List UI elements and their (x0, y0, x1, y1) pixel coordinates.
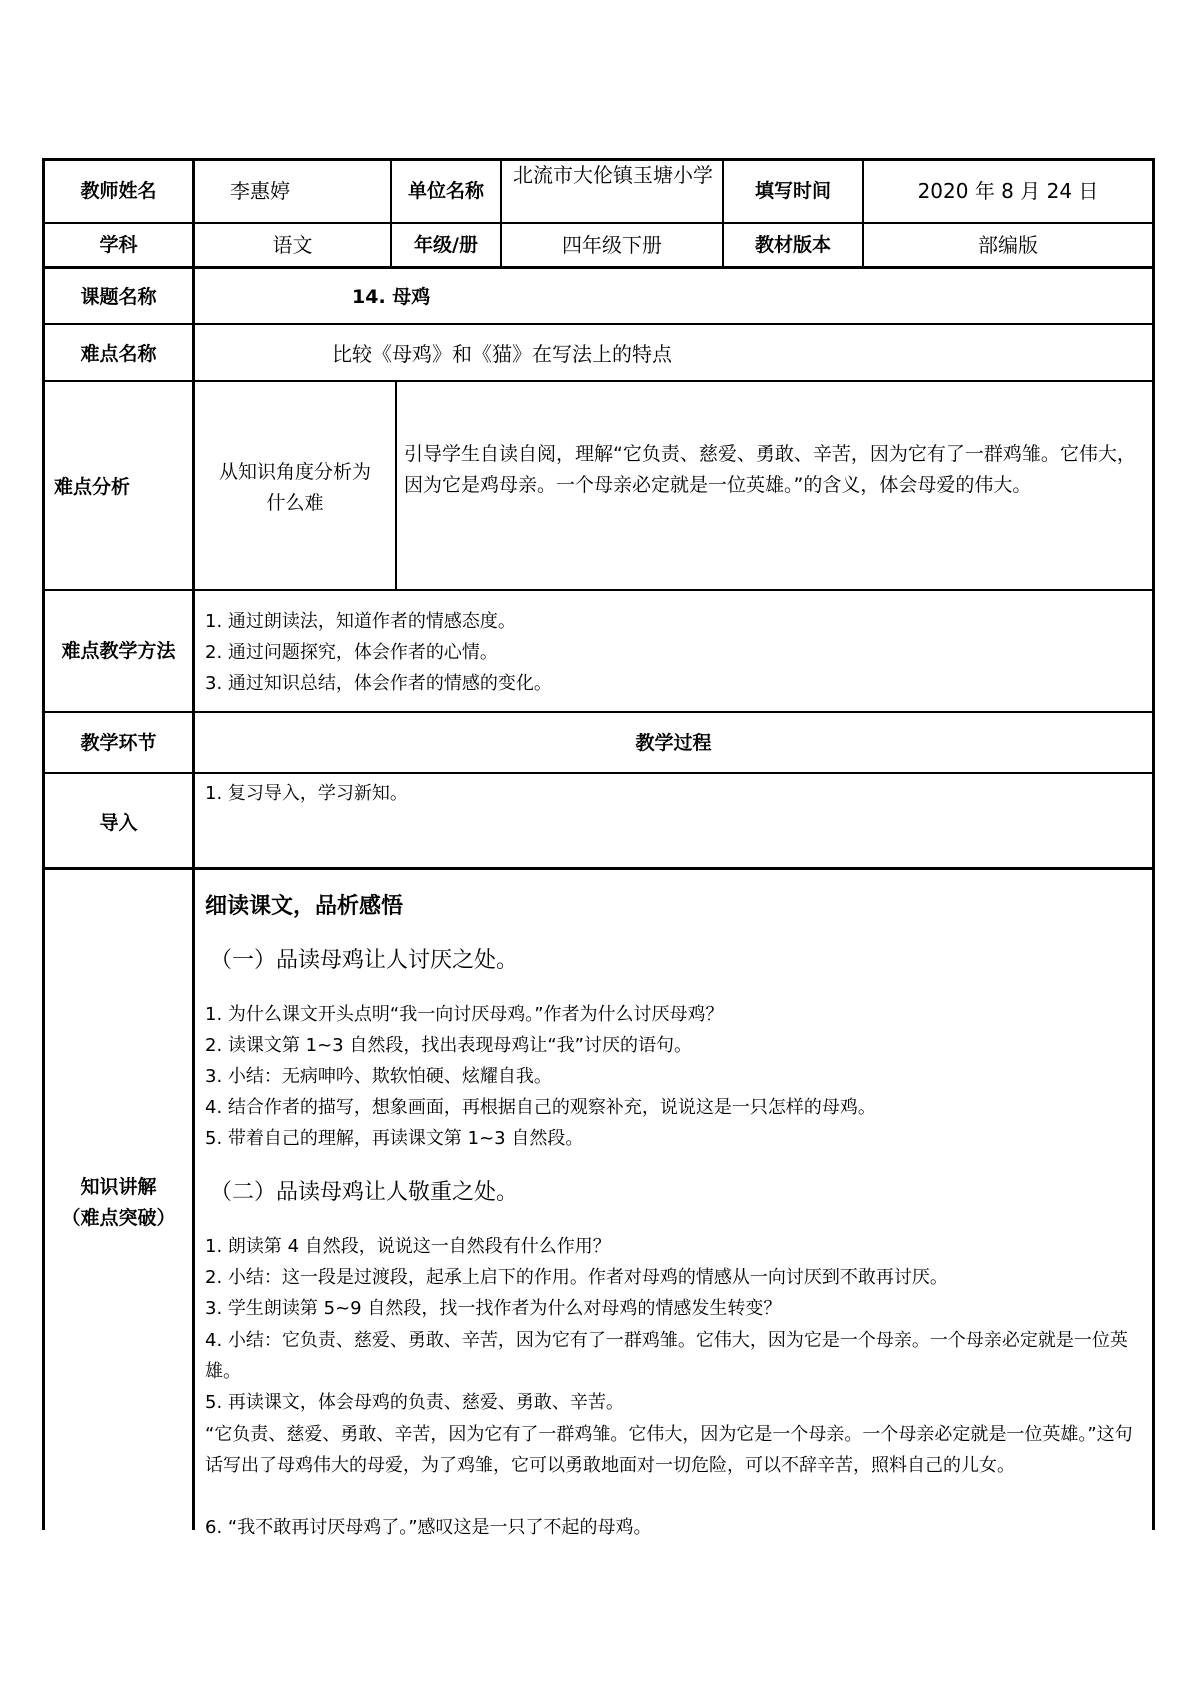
unit-label: 单位名称 (407, 180, 484, 202)
process-value: 教学过程 (635, 732, 712, 754)
rule-row2 (42, 266, 1155, 269)
grade-label: 年级/册 (414, 234, 478, 256)
rule-row6 (42, 711, 1155, 713)
rule-row7 (42, 772, 1155, 774)
method-item-1: 1. 通过朗读法，知道作者的情感态度。 (205, 611, 516, 632)
section2-item-5: 5. 再读课文，体会母鸡的负责、慈爱、勇敢、辛苦。 (205, 1392, 624, 1413)
section1-item-5: 5. 带着自己的理解，再读课文第 1~3 自然段。 (205, 1128, 584, 1149)
analysis-sub-label: 从知识角度分析为什么难 (218, 461, 371, 514)
method-item-3: 3. 通过知识总结，体会作者的情感的变化。 (205, 673, 552, 694)
date-label: 填写时间 (754, 180, 831, 202)
edition-label: 教材版本 (754, 234, 831, 256)
topic-value: 14. 母鸡 (352, 286, 431, 308)
intro-content: 1. 复习导入，学习新知。 (205, 783, 408, 804)
rule-row3 (42, 323, 1155, 325)
rule-row4 (42, 380, 1155, 382)
section2-item-4: 4. 小结：它负责、慈爱、勇敢、辛苦，因为它有了一群鸡雏。它伟大，因为它是一个母亲。一个母亲必定就是一位英雄。 (205, 1330, 1128, 1382)
difficulty-label: 难点名称 (80, 343, 157, 365)
rule-right (1152, 158, 1155, 1530)
teacher-label: 教师姓名 (80, 180, 157, 202)
edition-value: 部编版 (978, 233, 1038, 257)
section1-item-3: 3. 小结：无病呻吟、欺软怕硬、炫耀自我。 (205, 1066, 552, 1087)
knowledge-label-line2: （难点突破） (61, 1207, 176, 1229)
section1-title: （一）品读母鸡让人讨厌之处。 (210, 948, 519, 973)
method-item-2: 2. 通过问题探究，体会作者的心情。 (205, 642, 498, 663)
section2-item-7: 6. “我不敢再讨厌母鸡了。”感叹这是一只了不起的母鸡。 (205, 1517, 652, 1538)
section1-item-1: 1. 为什么课文开头点明“我一向讨厌母鸡。”作者为什么讨厌母鸡？ (205, 1004, 724, 1025)
subject-label: 学科 (99, 234, 138, 256)
rule-row1 (42, 222, 1155, 224)
date-value: 2020 年 8 月 24 日 (917, 179, 1099, 203)
grade-value: 四年级下册 (562, 233, 662, 257)
topic-label: 课题名称 (80, 286, 157, 308)
analysis-content: 引导学生自读自阅，理解“它负责、慈爱、勇敢、辛苦，因为它有了一群鸡雏。它伟大，因为它是鸡母亲。一个母亲必定就是一位英雄。”的含义，体会母爱的伟大。 (404, 443, 1136, 496)
analysis-label: 难点分析 (54, 476, 131, 498)
unit-value: 北流市大伦镇玉塘小学 (513, 163, 713, 187)
rule-col1 (192, 158, 195, 1530)
section2-item-3: 3. 学生朗读第 5~9 自然段，找一找作者为什么对母鸡的情感发生转变？ (205, 1298, 782, 1319)
section2-item-2: 2. 小结：这一段是过渡段，起承上启下的作用。作者对母鸡的情感从一向讨厌到不敢再讨厌。 (205, 1267, 948, 1288)
process-label: 教学环节 (80, 732, 157, 754)
teacher-value: 李惠婷 (230, 179, 290, 203)
rule-row5 (42, 589, 1155, 591)
knowledge-title: 细读课文，品析感悟 (205, 894, 404, 919)
intro-label: 导入 (99, 812, 138, 834)
section2-title: （二）品读母鸡让人敬重之处。 (210, 1180, 519, 1205)
section1-item-2: 2. 读课文第 1~3 自然段，找出表现母鸡让“我”讨厌的语句。 (205, 1035, 692, 1056)
rule-row8 (42, 867, 1155, 870)
section2-item-1: 1. 朗读第 4 自然段，说说这一自然段有什么作用？ (205, 1236, 611, 1257)
section2-item-6: “它负责、慈爱、勇敢、辛苦，因为它有了一群鸡雏。它伟大，因为它是一个母亲。一个母亲必定就是一位英雄。”这句话写出了母鸡伟大的母爱，为了鸡雏，它可以勇敢地面对一切危险，可以不辞辛苦，照料自己的儿女。 (205, 1424, 1133, 1476)
subject-value: 语文 (272, 233, 313, 257)
difficulty-value: 比较《母鸡》和《猫》在写法上的特点 (332, 342, 672, 366)
section1-item-4: 4. 结合作者的描写，想象画面，再根据自己的观察补充，说说这是一只怎样的母鸡。 (205, 1097, 876, 1118)
methods-label: 难点教学方法 (61, 640, 176, 662)
rule-analysis-split (395, 380, 397, 589)
knowledge-label-line1: 知识讲解 (80, 1176, 157, 1198)
